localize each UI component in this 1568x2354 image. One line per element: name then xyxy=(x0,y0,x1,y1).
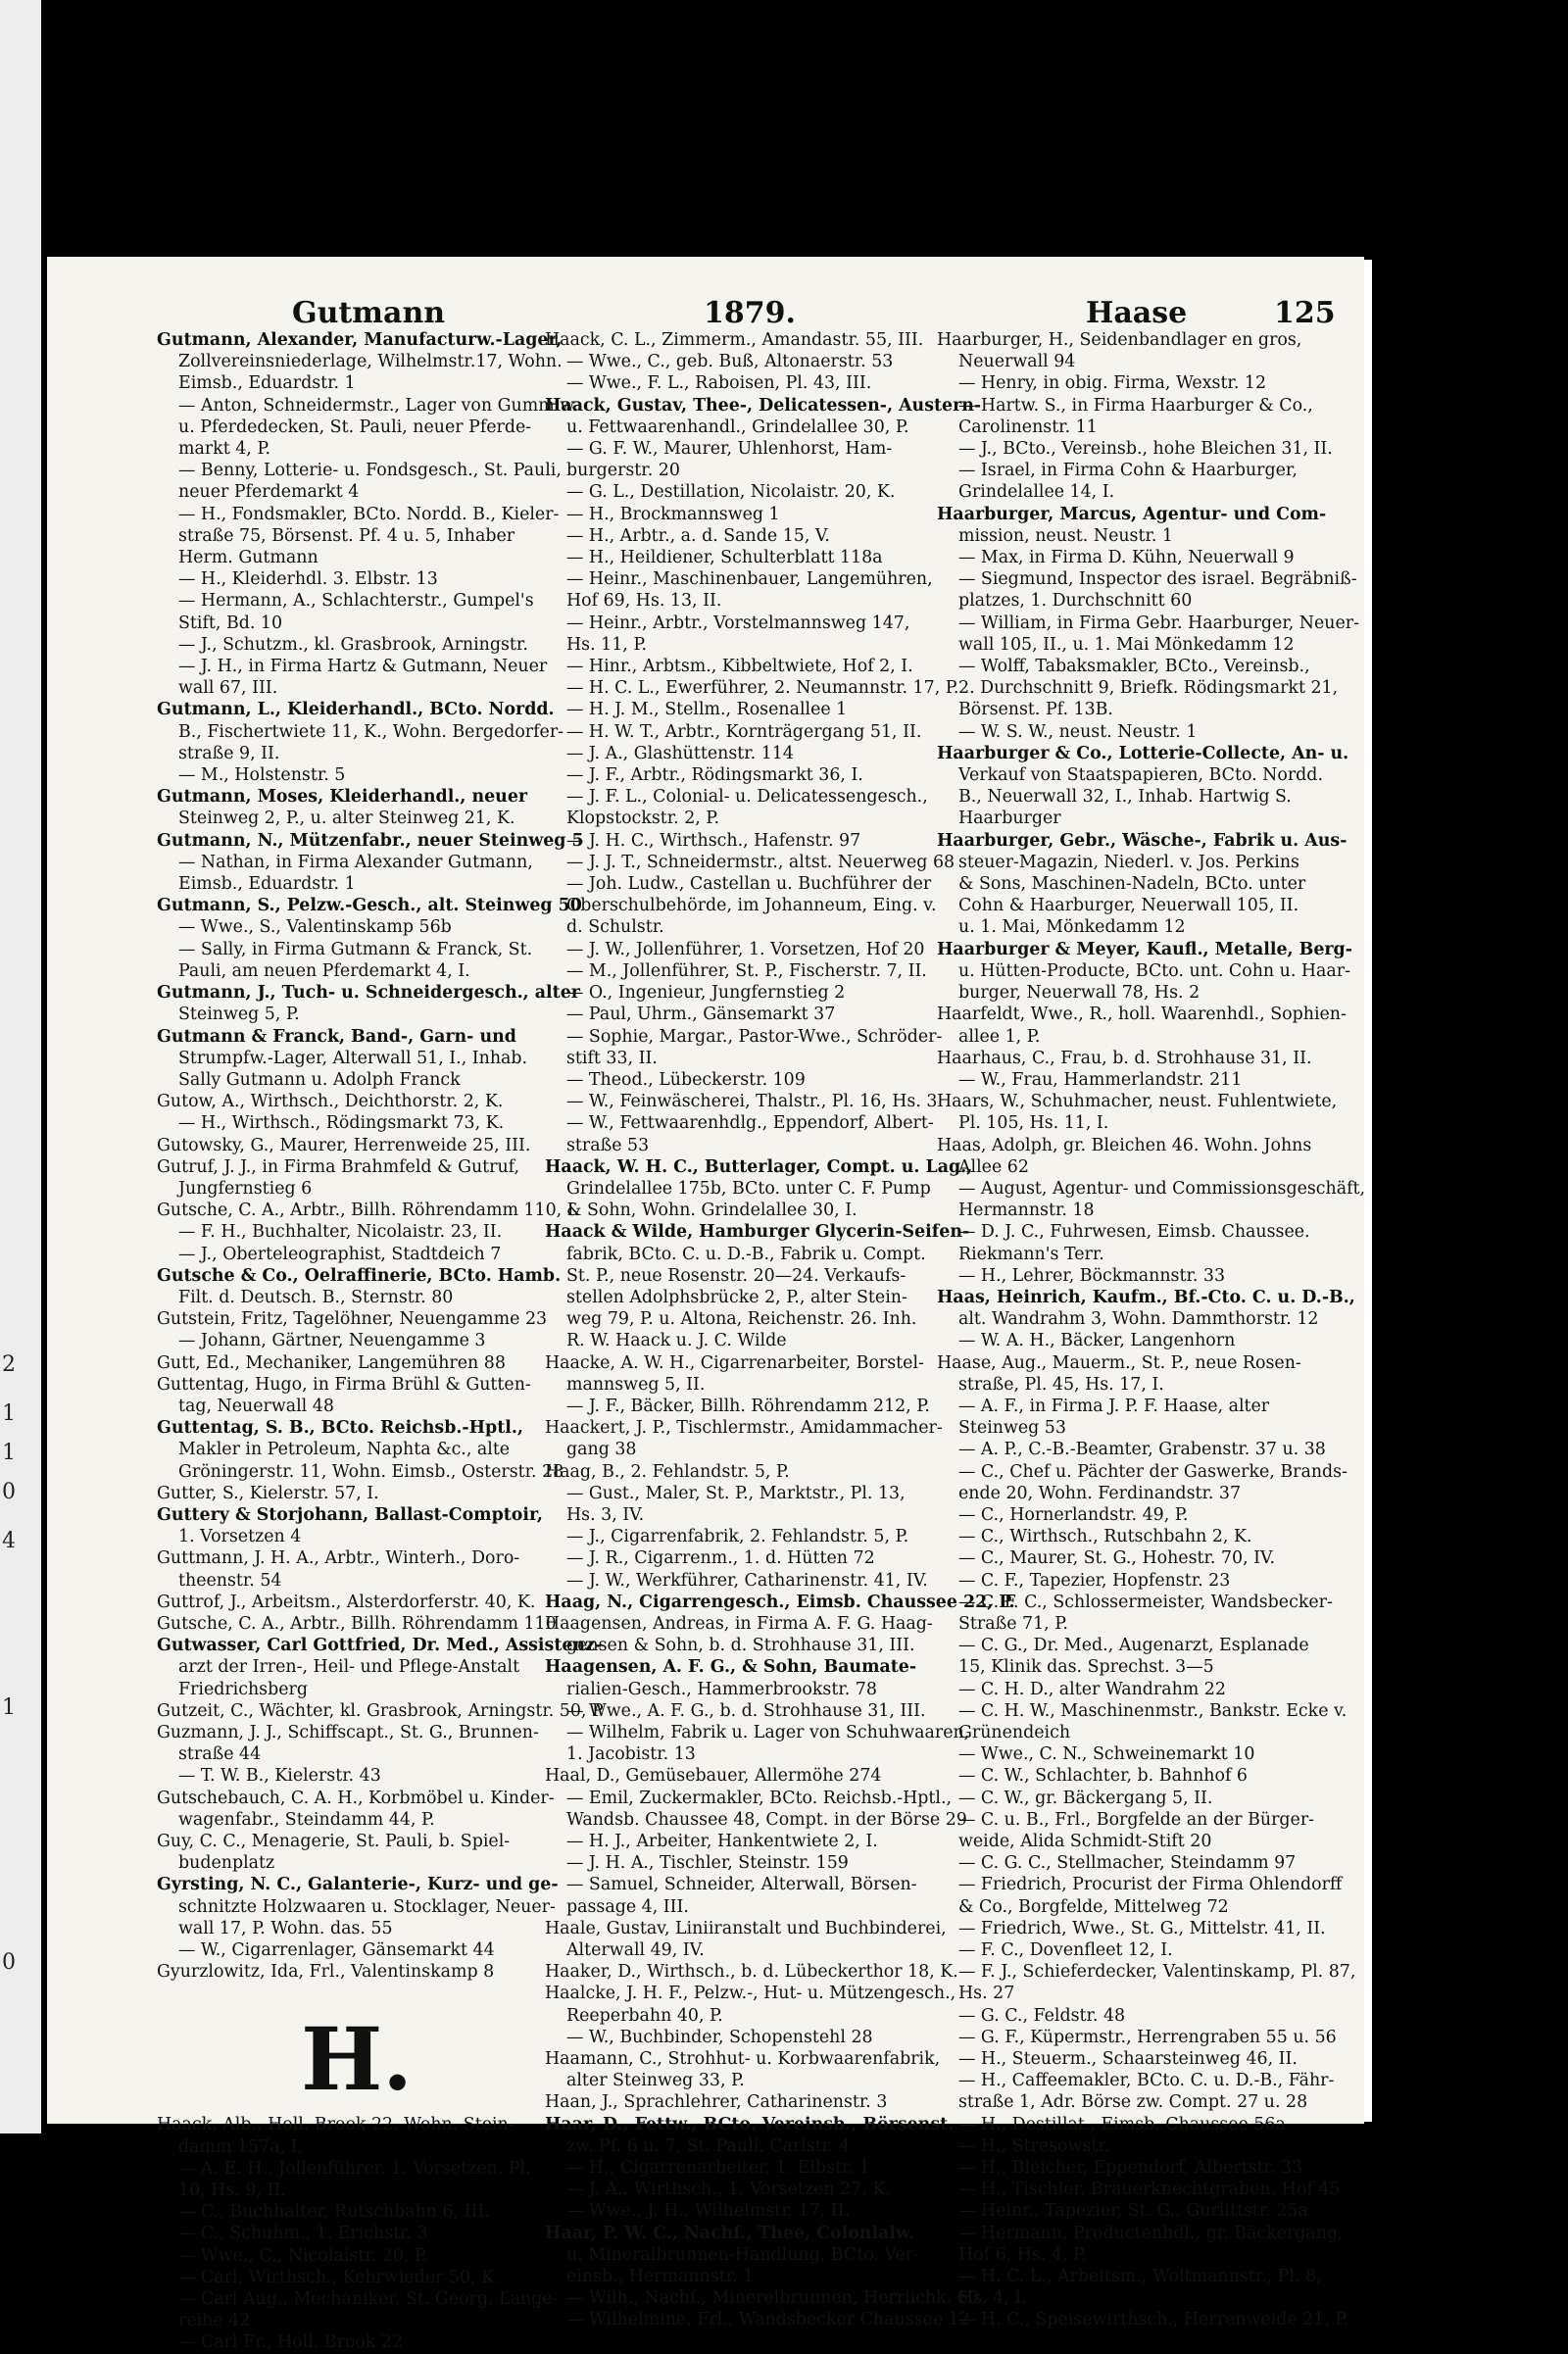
directory-entry: arzt der Irren-, Heil- und Pflege-Anstalt xyxy=(178,1657,520,1678)
directory-entry: Gutschebauch, C. A. H., Korbmöbel u. Kinder- xyxy=(157,1788,555,1808)
directory-entry: steuer-Magazin, Niederl. v. Jos. Perkins xyxy=(958,852,1299,872)
directory-entry: Steinweg 2, P., u. alter Steinweg 21, K. xyxy=(178,809,515,829)
directory-entry: straße 44 xyxy=(178,1744,262,1765)
directory-entry: — Siegmund, Inspector des israel. Begräbniß- xyxy=(958,569,1357,590)
directory-entry: straße 53 xyxy=(566,1135,650,1155)
directory-entry: — W., Feinwäscherei, Thalstr., Pl. 16, Hs. 3 xyxy=(566,1092,938,1112)
directory-entry: mission, neust. Neustr. 1 xyxy=(958,525,1173,546)
directory-entry: — H. C., Speisewirthsch., Herrenweide 21, P. xyxy=(958,2310,1349,2330)
directory-entry: — Theod., Lübeckerstr. 109 xyxy=(566,1069,806,1090)
directory-entry: Gutt, Ed., Mechaniker, Langemühren 88 xyxy=(157,1352,506,1373)
directory-entry: — H., Destillat., Eimsb. Chaussee 56a xyxy=(958,2114,1286,2134)
directory-entry: — J. F., Arbtr., Rödingsmarkt 36, I. xyxy=(566,765,863,786)
directory-entry: — Joh. Ludw., Castellan u. Buchführer der xyxy=(566,874,932,895)
directory-entry: Verkauf von Staatspapieren, BCto. Nordd. xyxy=(958,765,1323,786)
directory-entry: Haagensen, Andreas, in Firma A. F. G. Haag- xyxy=(545,1613,933,1634)
directory-entry: — C. W., Schlachter, b. Bahnhof 6 xyxy=(958,1766,1248,1787)
directory-entry: theenstr. 54 xyxy=(178,1570,282,1591)
directory-entry: & Sons, Maschinen-Nadeln, BCto. unter xyxy=(958,874,1306,895)
spine-mark: 2 xyxy=(2,1352,16,1377)
directory-entry: Hs. 3, IV. xyxy=(566,1504,645,1525)
directory-entry: Gutmann, S., Pelzw.-Gesch., alt. Steinweg 50 xyxy=(157,896,582,916)
directory-entry: — G. F. W., Maurer, Uhlenhorst, Ham- xyxy=(566,439,893,460)
directory-entry: — F. J., Schieferdecker, Valentinskamp, Pl. 87, xyxy=(958,1962,1356,1983)
directory-entry: Haarburger & Co., Lotterie-Collecte, An- u. xyxy=(937,743,1349,763)
running-head-right: Haase xyxy=(1086,296,1188,330)
directory-entry: — C. F. C., Schlossermeister, Wandsbecker- xyxy=(958,1592,1333,1612)
directory-entry: Gutsche, C. A., Arbtr., Billh. Röhrendamm 110, I. xyxy=(157,1201,580,1221)
directory-entry: Guttentag, Hugo, in Firma Brühl & Gutten- xyxy=(157,1374,531,1395)
directory-entry: — M., Holstenstr. 5 xyxy=(178,765,346,786)
directory-entry: — J. R., Cigarrenm., 1. d. Hütten 72 xyxy=(566,1548,875,1569)
directory-entry: — Wwe., C., geb. Buß, Altonaerstr. 53 xyxy=(566,352,894,372)
directory-entry: straße 1, Adr. Börse zw. Compt. 27 u. 28 xyxy=(958,2092,1308,2113)
directory-entry: — J., Cigarrenfabrik, 2. Fehlandstr. 5, P. xyxy=(566,1527,909,1547)
directory-entry: damm 157a, I. xyxy=(178,2136,304,2157)
directory-entry: Haack, Gustav, Thee-, Delicatessen-, Austern- xyxy=(545,395,982,416)
directory-entry: Haan, J., Sprachlehrer, Catharinenstr. 3 xyxy=(545,2092,888,2113)
directory-entry: Haarhaus, C., Frau, b. d. Strohhause 31, II. xyxy=(937,1048,1312,1068)
directory-entry: Guy, C. C., Menagerie, St. Pauli, b. Spiel- xyxy=(157,1832,511,1852)
directory-entry: burgerstr. 20 xyxy=(566,461,680,481)
directory-entry: 15, Klinik das. Sprechst. 3—5 xyxy=(958,1657,1214,1678)
directory-entry: Allee 62 xyxy=(958,1156,1029,1177)
directory-entry: straße 75, Börsenst. Pf. 4 u. 5, Inhaber xyxy=(178,525,515,546)
directory-entry: Pauli, am neuen Pferdemarkt 4, I. xyxy=(178,960,470,981)
directory-entry: Pl. 105, Hs. 11, I. xyxy=(958,1113,1109,1134)
directory-entry: Gutmann, Alexander, Manufacturw.-Lager, xyxy=(157,330,563,350)
directory-entry: Börsenst. Pf. 13B. xyxy=(958,700,1113,720)
directory-entry: — W., Buchbinder, Schopenstehl 28 xyxy=(566,2027,873,2047)
directory-entry: 1. Vorsetzen 4 xyxy=(178,1527,302,1547)
spine-mark: 1 xyxy=(2,1441,16,1465)
directory-entry: — W., Frau, Hammerlandstr. 211 xyxy=(958,1069,1243,1090)
spine-mark: 0 xyxy=(2,1950,16,1975)
directory-entry: Gröningerstr. 11, Wohn. Eimsb., Osterstr. 28 xyxy=(178,1461,564,1482)
directory-entry: — H., Fondsmakler, BCto. Nordd. B., Kieler- xyxy=(178,504,560,524)
directory-entry: Gutzeit, C., Wächter, kl. Grasbrook, Arningstr. 50, P xyxy=(157,1700,604,1721)
directory-entry: Haalcke, J. H. F., Pelzw.-, Hut- u. Mützengesch., xyxy=(545,1984,956,2004)
directory-entry: Gutstein, Fritz, Tagelöhner, Neuengamme 23 xyxy=(157,1309,548,1330)
directory-entry: — Sophie, Margar., Pastor-Wwe., Schröder- xyxy=(566,1026,943,1047)
directory-entry: — G. C., Feldstr. 48 xyxy=(958,2005,1126,2026)
directory-entry: — Heinr., Tapezier, St. G., Gurlittstr. 25a xyxy=(958,2201,1308,2222)
directory-entry: u. Hütten-Producte, BCto. unt. Cohn u. Haar- xyxy=(958,960,1350,981)
directory-entry: stellen Adolphsbrücke 2, P., alter Stein- xyxy=(566,1287,907,1307)
directory-entry: alter Steinweg 33, P. xyxy=(566,2071,745,2091)
directory-entry: Haamann, C., Strohhut- u. Korbwaarenfabrik, xyxy=(545,2049,941,2070)
directory-entry: — Emil, Zuckermakler, BCto. Reichsb.-Hptl., xyxy=(566,1788,953,1808)
directory-entry: Guttentag, S. B., BCto. Reichsb.-Hptl., xyxy=(157,1418,523,1439)
directory-entry: Grindelallee 175b, BCto. unter C. F. Pump xyxy=(566,1178,931,1199)
directory-entry: — C. u. B., Frl., Borgfelde an der Bürger- xyxy=(958,1809,1315,1830)
directory-entry: — J. W., Werkführer, Catharinenstr. 41, IV. xyxy=(566,1570,928,1591)
directory-entry: — Israel, in Firma Cohn & Haarburger, xyxy=(958,461,1298,481)
binding-spine xyxy=(0,0,41,2133)
directory-entry: tag, Neuerwall 48 xyxy=(178,1396,334,1416)
directory-entry: Reeperbahn 40, P. xyxy=(566,2005,723,2026)
directory-entry: — H., Cigarrenarbeiter, 1. Elbstr. 1 xyxy=(566,2158,870,2179)
directory-entry: — Carl Fr., Holl. Brook 22 xyxy=(178,2332,404,2353)
directory-entry: Haack, W. H. C., Butterlager, Compt. u. Lag., xyxy=(545,1156,973,1177)
directory-entry: — H. C. L., Ewerführer, 2. Neumannstr. 17, P. xyxy=(566,678,959,699)
directory-entry: Riekmann's Terr. xyxy=(958,1244,1104,1264)
directory-entry: Grindelallee 14, I. xyxy=(958,482,1115,503)
directory-entry: ende 20, Wohn. Ferdinandstr. 37 xyxy=(958,1483,1242,1503)
directory-entry: — H., Heildiener, Schulterblatt 118a xyxy=(566,548,883,568)
directory-entry: zw. Pf. 6 u. 7, St. Pauli, Carlstr. 4 xyxy=(566,2135,851,2156)
directory-entry: — C. H. D., alter Wandrahm 22 xyxy=(958,1679,1226,1699)
directory-entry: — G. L., Destillation, Nicolaistr. 20, K. xyxy=(566,482,896,503)
directory-entry: Gutsche & Co., Oelraffinerie, BCto. Hamb. xyxy=(157,1265,562,1286)
directory-entry: — C., Hornerlandstr. 49, P. xyxy=(958,1504,1189,1525)
directory-entry: & Co., Borgfelde, Mittelweg 72 xyxy=(958,1896,1229,1917)
directory-entry: — Nathan, in Firma Alexander Gutmann, xyxy=(178,852,533,872)
directory-entry: u. 1. Mai, Mönkedamm 12 xyxy=(958,917,1186,938)
directory-entry: Alterwall 49, IV. xyxy=(566,1940,705,1961)
directory-entry: Gutmann, Moses, Kleiderhandl., neuer xyxy=(157,787,528,808)
directory-entry: Haarburger & Meyer, Kaufl., Metalle, Berg- xyxy=(937,939,1352,959)
directory-entry: — Anton, Schneidermstr., Lager von Gummiw. xyxy=(178,395,578,416)
directory-entry: Cohn & Haarburger, Neuerwall 105, II. xyxy=(958,896,1299,916)
directory-entry: schnitzte Holzwaaren u. Stocklager, Neuer- xyxy=(178,1896,556,1917)
directory-entry: — H., Steuerm., Schaarsteinweg 46, II. xyxy=(958,2049,1298,2070)
section-letter: H. xyxy=(301,2008,413,2111)
directory-entry: — W., Fettwaarenhdlg., Eppendorf, Albert- xyxy=(566,1113,934,1134)
directory-entry: — H., Stresowstr. xyxy=(958,2135,1110,2156)
directory-entry: Haacke, A. W. H., Cigarrenarbeiter, Borstel- xyxy=(545,1352,924,1373)
directory-entry: budenplatz xyxy=(178,1853,275,1874)
directory-entry: — Samuel, Schneider, Alterwall, Börsen- xyxy=(566,1875,917,1895)
directory-entry: — J. H. C., Wirthsch., Hafenstr. 97 xyxy=(566,830,861,851)
directory-entry: & Sohn, Wohn. Grindelallee 30, I. xyxy=(566,1201,858,1221)
directory-entry: Grünendeich xyxy=(958,1723,1071,1742)
directory-entry: — Friedrich, Wwe., St. G., Mittelstr. 41, II. xyxy=(958,1918,1326,1938)
directory-entry: — Wilhelm, Fabrik u. Lager von Schuhwaaren, xyxy=(566,1723,970,1742)
directory-entry: Haas, Adolph, gr. Bleichen 46. Wohn. Johns xyxy=(937,1135,1312,1155)
directory-entry: — Wwe., A. F. G., b. d. Strohhause 31, III. xyxy=(566,1700,926,1721)
running-head-year: 1879. xyxy=(704,296,796,330)
directory-entry: — H., Arbtr., a. d. Sande 15, V. xyxy=(566,525,830,546)
directory-entry: — Carl, Wirthsch., Kehrwieder 50, K. xyxy=(178,2267,500,2287)
directory-entry: Haale, Gustav, Liniiranstalt und Buchbinderei, xyxy=(545,1918,947,1938)
directory-entry: — J. F. L., Colonial- u. Delicatessengesch., xyxy=(566,787,928,808)
directory-entry: — H., Wirthsch., Rödingsmarkt 73, K. xyxy=(178,1113,505,1134)
directory-entry: burger, Neuerwall 78, Hs. 2 xyxy=(958,983,1200,1004)
spine-mark: 1 xyxy=(2,1401,16,1426)
directory-entry: Haack & Wilde, Hamburger Glycerin-Seifen- xyxy=(545,1222,970,1243)
directory-entry: — C. W., gr. Bäckergang 5, II. xyxy=(958,1788,1213,1808)
directory-entry: Gutow, A., Wirthsch., Deichthorstr. 2, K. xyxy=(157,1092,504,1112)
directory-entry: R. W. Haack u. J. C. Wilde xyxy=(566,1331,787,1351)
directory-entry: Hof 69, Hs. 13, II. xyxy=(566,591,722,612)
page-number: 125 xyxy=(1274,296,1336,330)
directory-entry: wall 105, II., u. 1. Mai Mönkedamm 12 xyxy=(958,634,1295,655)
directory-entry: Gutmann, N., Mützenfabr., neuer Steinweg 5 xyxy=(157,830,584,851)
directory-entry: Oberschulbehörde, im Johanneum, Eing. v. xyxy=(566,896,937,916)
directory-entry: Haackert, J. P., Tischlermstr., Amidammacher- xyxy=(545,1418,943,1439)
directory-entry: Haack, Alb., Holl. Brook 22, Wohn. Stein- xyxy=(157,2115,514,2135)
directory-entry: platzes, 1. Durchschnitt 60 xyxy=(958,591,1193,612)
directory-entry: Strumpfw.-Lager, Alterwall 51, I., Inhab. xyxy=(178,1048,528,1068)
directory-entry: Gutmann & Franck, Band-, Garn- und xyxy=(157,1026,516,1047)
directory-entry: — O., Ingenieur, Jungfernstieg 2 xyxy=(566,983,846,1004)
directory-entry: Zollvereinsniederlage, Wilhelmstr.17, Wohn. xyxy=(178,352,563,372)
directory-entry: — Heinr., Arbtr., Vorstelmannsweg 147, xyxy=(566,613,910,633)
directory-entry: — Hermann, Productenhdl., gr. Bäckergang, xyxy=(958,2223,1344,2243)
directory-entry: — H., Lehrer, Böckmannstr. 33 xyxy=(958,1265,1226,1286)
directory-entry: Hermannstr. 18 xyxy=(958,1201,1095,1221)
directory-entry: Guzmann, J. J., Schiffscapt., St. G., Brunnen- xyxy=(157,1723,539,1742)
directory-entry: Gyrsting, N. C., Galanterie-, Kurz- und ge- xyxy=(157,1875,559,1895)
directory-entry: — J. J. T., Schneidermstr., altst. Neuerweg 68 xyxy=(566,852,956,872)
directory-entry: Haarfeldt, Wwe., R., holl. Waarenhdl., Sophien- xyxy=(937,1005,1347,1025)
directory-entry: — H. W. T., Arbtr., Kornträgergang 51, II. xyxy=(566,721,922,742)
directory-entry: — T. W. B., Kielerstr. 43 xyxy=(178,1766,381,1787)
directory-entry: — Hartw. S., in Firma Haarburger & Co., xyxy=(958,395,1313,416)
directory-entry: Guttmann, J. H. A., Arbtr., Winterh., Doro- xyxy=(157,1548,520,1569)
directory-entry: Haarburger, Marcus, Agentur- und Com- xyxy=(937,504,1327,524)
directory-entry: Haar, D., Fettw., BCto. Vereinsb., Börsenst. xyxy=(545,2114,955,2134)
column-3 xyxy=(937,329,1366,2331)
directory-entry: — C. H. W., Maschinenmstr., Bankstr. Ecke v. xyxy=(958,1700,1348,1721)
directory-entry: wall 17, P. Wohn. das. 55 xyxy=(178,1918,393,1938)
directory-entry: — Gust., Maler, St. P., Marktstr., Pl. 13, xyxy=(566,1483,906,1503)
directory-entry: — Heinr., Maschinenbauer, Langemühren, xyxy=(566,569,933,590)
directory-entry: — Paul, Uhrm., Gänsemarkt 37 xyxy=(566,1005,836,1025)
directory-entry: d. Schulstr. xyxy=(566,917,664,938)
directory-entry: Sally Gutmann u. Adolph Franck xyxy=(178,1069,461,1090)
directory-entry: Hs. 11, P. xyxy=(566,634,648,655)
directory-entry: — W. S. W., neust. Neustr. 1 xyxy=(958,721,1198,742)
running-head-left: Gutmann xyxy=(292,296,446,330)
directory-entry: mannsweg 5, II. xyxy=(566,1374,706,1395)
directory-entry: — Wwe., C., Nicolaistr. 20, P. xyxy=(178,2245,428,2266)
directory-entry: — H. J. M., Stellm., Rosenallee 1 xyxy=(566,700,848,720)
directory-entry: Gyurzlowitz, Ida, Frl., Valentinskamp 8 xyxy=(157,1962,495,1983)
directory-entry: Eimsb., Eduardstr. 1 xyxy=(178,373,356,394)
directory-entry: Hs. 27 xyxy=(958,1984,1015,2004)
directory-entry: Klopstockstr. 2, P. xyxy=(566,809,720,829)
directory-entry: — Wwe., C. N., Schweinemarkt 10 xyxy=(958,1744,1255,1765)
directory-entry: — Wwe., J. H., Wilhelmstr. 17, II. xyxy=(566,2201,851,2222)
directory-entry: — Max, in Firma D. Kühn, Neuerwall 9 xyxy=(958,548,1295,568)
directory-entry: — A. P., C.-B.-Beamter, Grabenstr. 37 u. 38 xyxy=(958,1440,1326,1460)
directory-entry: 2. Durchschnitt 9, Briefk. Rödingsmarkt 21, xyxy=(958,678,1339,699)
directory-entry: Carolinenstr. 11 xyxy=(958,417,1098,437)
directory-entry: Hof 6, Hs. 4, P. xyxy=(958,2244,1087,2265)
directory-entry: 1. Jacobistr. 13 xyxy=(566,1744,696,1765)
spine-mark: 1 xyxy=(2,1695,16,1720)
directory-entry: Straße 71, P. xyxy=(958,1613,1068,1634)
directory-entry: — William, in Firma Gebr. Haarburger, Neuer- xyxy=(958,613,1359,633)
directory-entry: Gutwasser, Carl Gottfried, Dr. Med., Assistenz- xyxy=(157,1636,603,1656)
directory-entry: Haars, W., Schuhmacher, neust. Fuhlentwiete, xyxy=(937,1092,1338,1112)
directory-entry: u. Pferdedecken, St. Pauli, neuer Pferde- xyxy=(178,417,532,437)
directory-entry: B., Fischertwiete 11, K., Wohn. Bergedorfer- xyxy=(178,721,564,742)
directory-entry: Gutruf, J. J., in Firma Brahmfeld & Gutruf, xyxy=(157,1156,520,1177)
directory-entry: Haas, Heinrich, Kaufm., Bf.-Cto. C. u. D.-B., xyxy=(937,1287,1355,1307)
directory-entry: — W., Cigarrenlager, Gänsemarkt 44 xyxy=(178,1940,495,1961)
directory-entry: Filt. d. Deutsch. B., Sternstr. 80 xyxy=(178,1287,454,1307)
directory-entry: — M., Jollenführer, St. P., Fischerstr. 7, II. xyxy=(566,960,927,981)
directory-entry: Eimsb., Eduardstr. 1 xyxy=(178,874,356,895)
directory-entry: — J. A., Wirthsch., 1. Vorsetzen 27, K. xyxy=(566,2180,891,2200)
directory-entry: — H., Bleicher, Eppendorf, Albertstr. 33 xyxy=(958,2158,1303,2179)
directory-entry: — C., Schuhm., 1. Erichstr. 3 xyxy=(178,2224,428,2244)
directory-entry: Hs. 4, I. xyxy=(958,2288,1027,2309)
directory-entry: Steinweg 5, P. xyxy=(178,1005,300,1025)
directory-entry: u. Fettwaarenhandl., Grindelallee 30, P. xyxy=(566,417,909,437)
directory-entry: Guttery & Storjohann, Ballast-Comptoir, xyxy=(157,1504,543,1525)
directory-entry: alt. Wandrahm 3, Wohn. Dammthorstr. 12 xyxy=(958,1309,1319,1330)
directory-entry: fabrik, BCto. C. u. D.-B., Fabrik u. Compt. xyxy=(566,1244,926,1264)
directory-entry: Haack, C. L., Zimmerm., Amandastr. 55, III. xyxy=(545,330,924,350)
directory-entry: 10, Hs. 9, II. xyxy=(178,2181,286,2201)
directory-entry: St. P., neue Rosenstr. 20—24. Verkaufs- xyxy=(566,1265,906,1286)
directory-entry: — J. H. A., Tischler, Steinstr. 159 xyxy=(566,1853,849,1874)
directory-page xyxy=(47,257,1366,2353)
directory-entry: Haal, D., Gemüsebauer, Allermöhe 274 xyxy=(545,1766,882,1787)
directory-entry: Haar, P. W. C., Nachf., Thee, Colonialw. xyxy=(545,2223,915,2243)
directory-entry: — Wilhelmine, Frl., Wandsbecker Chaussee 12 xyxy=(566,2310,970,2330)
directory-entry: — C. F., Tapezier, Hopfenstr. 23 xyxy=(958,1570,1231,1591)
directory-entry: passage 4, III. xyxy=(566,1896,689,1917)
directory-entry: Steinweg 53 xyxy=(958,1418,1066,1439)
directory-entry: — C., Maurer, St. G., Hohestr. 70, IV. xyxy=(958,1548,1276,1569)
spine-mark: 0 xyxy=(2,1480,16,1504)
directory-entry: — C., Buchhalter, Rutschbahn 6, III. xyxy=(178,2202,490,2223)
directory-entry: — C. G., Dr. Med., Augenarzt, Esplanade xyxy=(958,1636,1309,1656)
directory-entry: — F. C., Dovenfleet 12, I. xyxy=(958,1940,1173,1961)
directory-entry: — Carl Aug., Mechaniker, St. Georg, Lange- xyxy=(178,2289,559,2310)
directory-entry: — J., Oberteleographist, Stadtdeich 7 xyxy=(178,1244,502,1264)
directory-entry: — G. F., Küpermstr., Herrengraben 55 u. 56 xyxy=(958,2027,1337,2047)
directory-entry: Friedrichsberg xyxy=(178,1679,308,1699)
directory-entry: — J., BCto., Vereinsb., hohe Bleichen 31, II. xyxy=(958,439,1333,460)
directory-entry: — Wolff, Tabaksmakler, BCto., Vereinsb., xyxy=(958,657,1310,677)
directory-entry: Gutter, S., Kielerstr. 57, I. xyxy=(157,1483,379,1503)
directory-entry: — Friedrich, Procurist der Firma Ohlendorff xyxy=(958,1875,1343,1895)
directory-entry: einsb., Hermannstr. 1 xyxy=(566,2267,755,2287)
directory-entry: Gutowsky, G., Maurer, Herrenweide 25, III. xyxy=(157,1135,531,1155)
directory-entry: Haag, B., 2. Fehlandstr. 5, P. xyxy=(545,1461,790,1482)
directory-entry: Neuerwall 94 xyxy=(958,352,1076,372)
directory-entry: Haagensen, A. F. G., & Sohn, Baumate- xyxy=(545,1657,917,1678)
directory-entry: — J. H., in Firma Hartz & Gutmann, Neuer xyxy=(178,657,548,677)
directory-entry: rialien-Gesch., Hammerbrookstr. 78 xyxy=(566,1679,877,1699)
directory-entry: — J. F., Bäcker, Billh. Röhrendamm 212, P. xyxy=(566,1396,930,1416)
directory-entry: Haaker, D., Wirthsch., b. d. Lübeckerthor 18, K. xyxy=(545,1962,958,1983)
directory-entry: weide, Alida Schmidt-Stift 20 xyxy=(958,1832,1212,1852)
directory-entry: Haarburger, Gebr., Wäsche-, Fabrik u. Aus- xyxy=(937,830,1348,851)
directory-entry: stift 33, II. xyxy=(566,1048,658,1068)
directory-entry: — H., Brockmannsweg 1 xyxy=(566,504,780,524)
directory-entry: Gutmann, L., Kleiderhandl., BCto. Nordd. xyxy=(157,700,555,720)
directory-entry: — August, Agentur- und Commissionsgeschäft, xyxy=(958,1178,1366,1199)
directory-entry: weg 79, P. u. Altona, Reichenstr. 26. Inh. xyxy=(566,1309,917,1330)
directory-entry: reihe 42 xyxy=(178,2311,251,2331)
directory-entry: wagenfabr., Steindamm 44, P. xyxy=(178,1809,435,1830)
directory-entry: — Wilh., Nachf., Minerelbrunnen, Herrlichk. 60 xyxy=(566,2288,979,2309)
directory-entry: gang 38 xyxy=(566,1440,637,1460)
directory-entry: Makler in Petroleum, Naphta &c., alte xyxy=(178,1440,511,1460)
directory-entry: — Hinr., Arbtsm., Kibbeltwiete, Hof 2, I. xyxy=(566,657,913,677)
directory-entry: — J. W., Jollenführer, 1. Vorsetzen, Hof 20 xyxy=(566,939,925,959)
directory-entry: — Benny, Lotterie- u. Fondsgesch., St. Pauli, xyxy=(178,461,562,481)
directory-entry: markt 4, P. xyxy=(178,439,271,460)
directory-entry: — C. G. C., Stellmacher, Steindamm 97 xyxy=(958,1853,1297,1874)
directory-entry: — C., Chef u. Pächter der Gaswerke, Brands- xyxy=(958,1461,1348,1482)
directory-entry: Haarburger, H., Seidenbandlager en gros, xyxy=(937,330,1302,350)
directory-entry: Gutmann, J., Tuch- u. Schneidergesch., alter xyxy=(157,983,580,1004)
directory-entry: — C., Wirthsch., Rutschbahn 2, K. xyxy=(958,1527,1252,1547)
directory-entry: straße 9, II. xyxy=(178,743,280,763)
directory-entry: Jungfernstieg 6 xyxy=(178,1178,313,1199)
directory-entry: Haag, N., Cigarrengesch., Eimsb. Chaussee 22, P. xyxy=(545,1592,1015,1612)
directory-entry: — Hermann, A., Schlachterstr., Gumpel's xyxy=(178,591,534,612)
directory-entry: allee 1, P. xyxy=(958,1026,1041,1047)
directory-entry: neuer Pferdemarkt 4 xyxy=(178,482,360,503)
directory-entry: — J., Schutzm., kl. Grasbrook, Arningstr. xyxy=(178,634,528,655)
directory-entry: — A. E. H., Jollenführer, 1. Vorsetzen, Pl. xyxy=(178,2158,531,2179)
directory-entry: B., Neuerwall 32, I., Inhab. Hartwig S. xyxy=(958,787,1292,808)
directory-entry: — W. A. H., Bäcker, Langenhorn xyxy=(958,1331,1236,1351)
directory-entry: — Wwe., F. L., Raboisen, Pl. 43, III. xyxy=(566,373,872,394)
directory-entry: — D. J. C., Fuhrwesen, Eimsb. Chaussee. xyxy=(958,1222,1310,1243)
directory-entry: — H., Kleiderhdl. 3. Elbstr. 13 xyxy=(178,569,438,590)
directory-entry: — F. H., Buchhalter, Nicolaistr. 23, II. xyxy=(178,1222,503,1243)
spine-mark: 4 xyxy=(2,1529,16,1553)
directory-entry: Haarburger xyxy=(958,809,1061,829)
directory-entry: gensen & Sohn, b. d. Strohhause 31, III. xyxy=(566,1636,915,1656)
directory-entry: — A. F., in Firma J. P. F. Haase, alter xyxy=(958,1396,1270,1416)
directory-entry: wall 67, III. xyxy=(178,678,278,699)
directory-entry: Herm. Gutmann xyxy=(178,548,318,568)
directory-entry: — H., Tischler, Brauerknechtgraben, Hof 45 xyxy=(958,2180,1341,2200)
directory-entry: — H. C. L., Arbeitsm., Woltmannstr., Pl. 8, xyxy=(958,2267,1322,2287)
directory-entry: — Henry, in obig. Firma, Wexstr. 12 xyxy=(958,373,1267,394)
directory-entry: Guttrof, J., Arbeitsm., Alsterdorferstr. 40, K. xyxy=(157,1592,536,1612)
directory-entry: straße, Pl. 45, Hs. 17, I. xyxy=(958,1374,1164,1395)
directory-entry: — Wwe., S., Valentinskamp 56b xyxy=(178,917,452,938)
directory-entry: u. Mineralbrunnen-Handlung, BCto. Ver- xyxy=(566,2244,919,2265)
directory-entry: Stift, Bd. 10 xyxy=(178,613,283,633)
directory-entry: — H., Caffeemakler, BCto. C. u. D.-B., Fähr- xyxy=(958,2071,1335,2091)
directory-entry: Wandsb. Chaussee 48, Compt. in der Börse 29 xyxy=(566,1809,967,1830)
directory-entry: — J. A., Glashüttenstr. 114 xyxy=(566,743,794,763)
directory-entry: — H. J., Arbeiter, Hankentwiete 2, I. xyxy=(566,1832,878,1852)
directory-entry: Haase, Aug., Mauerm., St. P., neue Rosen- xyxy=(937,1352,1301,1373)
directory-entry: — Sally, in Firma Gutmann & Franck, St. xyxy=(178,939,533,959)
directory-entry: Gutsche, C. A., Arbtr., Billh. Röhrendamm 110 xyxy=(157,1613,557,1634)
directory-entry: — Johann, Gärtner, Neuengamme 3 xyxy=(178,1331,486,1351)
